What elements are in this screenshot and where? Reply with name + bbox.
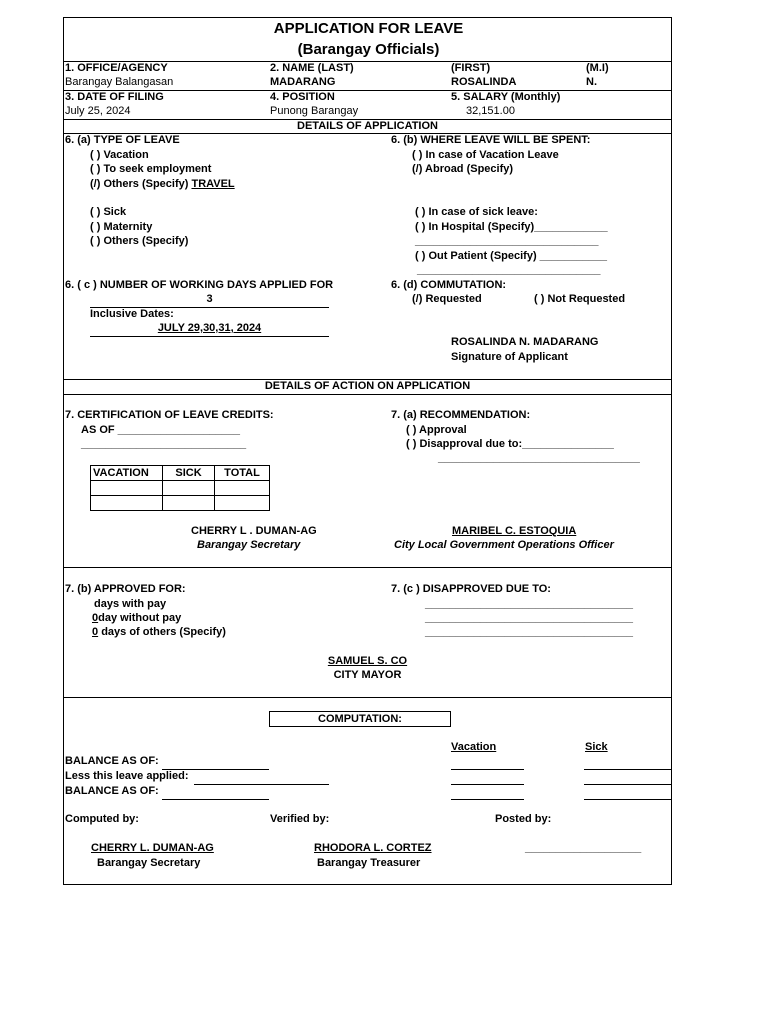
underline — [584, 784, 672, 785]
salary-value: 32,151.00 — [466, 105, 515, 117]
computation-col-sick: Sick — [585, 741, 608, 753]
in-hospital-option: ( ) In Hospital (Specify)____________ — [415, 221, 608, 233]
table-header-row — [91, 466, 270, 481]
form-title: APPLICATION FOR LEAVE — [273, 20, 464, 37]
as-of-line: AS OF ____________________ — [81, 424, 241, 436]
computed-by-title: Barangay Secretary — [97, 857, 201, 869]
approval-option: ( ) Approval — [406, 424, 467, 436]
secretary-name: CHERRY L . DUMAN-AG — [191, 525, 317, 537]
leave-credits-table — [90, 465, 270, 511]
working-days-label: 6. ( c ) NUMBER OF WORKING DAYS APPLIED FOR — [65, 279, 334, 291]
officer-name: MARIBEL C. ESTOQUIA — [452, 525, 577, 537]
computation-col-vacation: Vacation — [451, 741, 497, 753]
col-vacation: VACATION — [91, 466, 163, 481]
underline — [451, 799, 524, 800]
mayor-title: CITY MAYOR — [333, 669, 402, 681]
underline — [194, 784, 329, 785]
balance-as-of-label-2: BALANCE AS OF: — [65, 785, 159, 797]
leave-application-form — [63, 17, 672, 885]
out-patient-blank: ______________________________ — [417, 264, 601, 276]
less-leave-label: Less this leave applied: — [65, 770, 189, 782]
type-of-leave-label: 6. (a) TYPE OF LEAVE — [65, 134, 180, 146]
days-without-pay — [92, 612, 181, 625]
inclusive-dates-label: Inclusive Dates: — [90, 308, 174, 320]
inclusive-dates-value: JULY 29,30,31, 2024 — [157, 322, 262, 334]
position-value: Punong Barangay — [270, 105, 359, 117]
office-value: Barangay Balangasan — [65, 76, 174, 88]
mi-label: (M.I) — [586, 62, 609, 74]
recommendation-blank: _________________________________ — [438, 452, 640, 464]
disapproved-label: 7. (c ) DISAPPROVED DUE TO: — [391, 583, 551, 595]
option-others-label: (/) Others (Specify) — [90, 178, 189, 190]
approved-for-label: 7. (b) APPROVED FOR: — [65, 583, 186, 595]
table-row — [91, 496, 270, 511]
disapproved-line-2: __________________________________ — [425, 612, 634, 624]
computed-by-name: CHERRY L. DUMAN-AG — [91, 842, 214, 854]
position-label: 4. POSITION — [270, 91, 335, 103]
underline — [584, 769, 672, 770]
working-days-value: 3 — [206, 293, 213, 305]
mayor-name: SAMUEL S. CO — [327, 655, 408, 667]
action-header: DETAILS OF ACTION ON APPLICATION — [264, 380, 471, 392]
days-with-pay: days with pay — [94, 598, 167, 610]
sick-case: ( ) In case of sick leave: — [415, 206, 538, 218]
balance-as-of-label: BALANCE AS OF: — [65, 755, 159, 767]
details-header: DETAILS OF APPLICATION — [297, 120, 438, 132]
salary-label: 5. SALARY (Monthly) — [451, 91, 561, 103]
verified-by-title: Barangay Treasurer — [317, 857, 421, 869]
vacation-case: ( ) In case of Vacation Leave — [412, 149, 559, 161]
disapproved-line-1: __________________________________ — [425, 598, 634, 610]
applicant-name: ROSALINDA N. MADARANG — [451, 336, 599, 348]
option-others-value: TRAVEL — [191, 178, 235, 190]
others-text: days of others (Specify) — [101, 626, 226, 638]
divider — [64, 394, 671, 395]
table-row — [91, 481, 270, 496]
divider — [64, 567, 671, 568]
form-subtitle: (Barangay Officials) — [297, 41, 440, 58]
abroad-option: (/) Abroad (Specify) — [412, 163, 514, 175]
verified-by-label: Verified by: — [270, 813, 330, 825]
secretary-title: Barangay Secretary — [197, 539, 301, 551]
last-name-value: MADARANG — [270, 76, 336, 88]
option-others — [90, 178, 235, 191]
name-label: 2. NAME (LAST) — [270, 62, 354, 74]
col-total: TOTAL — [215, 466, 270, 481]
disapproved-line-3: __________________________________ — [425, 626, 634, 638]
computation-box: COMPUTATION: — [269, 711, 451, 727]
first-name-label: (FIRST) — [451, 62, 491, 74]
date-value: July 25, 2024 — [65, 105, 131, 117]
officer-title: City Local Government Operations Officer — [394, 539, 614, 551]
days-others — [92, 626, 226, 639]
certification-label: 7. CERTIFICATION OF LEAVE CREDITS: — [65, 409, 274, 421]
posted-by-label: Posted by: — [495, 813, 552, 825]
option-others-blank: ( ) Others (Specify) — [90, 235, 189, 247]
out-patient-option: ( ) Out Patient (Specify) ___________ — [415, 250, 607, 262]
option-sick: ( ) Sick — [90, 206, 127, 218]
where-spent-label: 6. (b) WHERE LEAVE WILL BE SPENT: — [391, 134, 591, 146]
without-pay-text: day without pay — [98, 612, 182, 624]
computed-by-label: Computed by: — [65, 813, 139, 825]
requested-option: (/) Requested — [412, 293, 482, 305]
underline — [451, 769, 524, 770]
underline — [162, 799, 269, 800]
recommendation-label: 7. (a) RECOMMENDATION: — [391, 409, 531, 421]
others-count: 0 — [92, 626, 99, 638]
not-requested-option: ( ) Not Requested — [534, 293, 626, 305]
commutation-label: 6. (d) COMMUTATION: — [391, 279, 507, 291]
hospital-blank: ______________________________ — [415, 235, 599, 247]
option-vacation: ( ) Vacation — [90, 149, 149, 161]
disapproval-option: ( ) Disapproval due to:_______________ — [406, 438, 614, 450]
option-maternity: ( ) Maternity — [90, 221, 153, 233]
first-name-value: ROSALINDA — [451, 76, 517, 88]
option-seek-employment: ( ) To seek employment — [90, 163, 212, 175]
office-label: 1. OFFICE/AGENCY — [65, 62, 168, 74]
underline — [451, 784, 524, 785]
posted-by-blank: ___________________ — [525, 842, 642, 854]
certification-blank: ___________________________ — [81, 438, 247, 450]
underline — [90, 336, 329, 337]
underline — [584, 799, 672, 800]
col-sick: SICK — [163, 466, 215, 481]
without-pay-count: 0 — [92, 612, 99, 624]
divider — [64, 697, 671, 698]
date-label: 3. DATE OF FILING — [65, 91, 164, 103]
verified-by-name: RHODORA L. CORTEZ — [314, 842, 432, 854]
mi-value: N. — [586, 76, 597, 88]
applicant-signature-caption: Signature of Applicant — [451, 351, 568, 363]
